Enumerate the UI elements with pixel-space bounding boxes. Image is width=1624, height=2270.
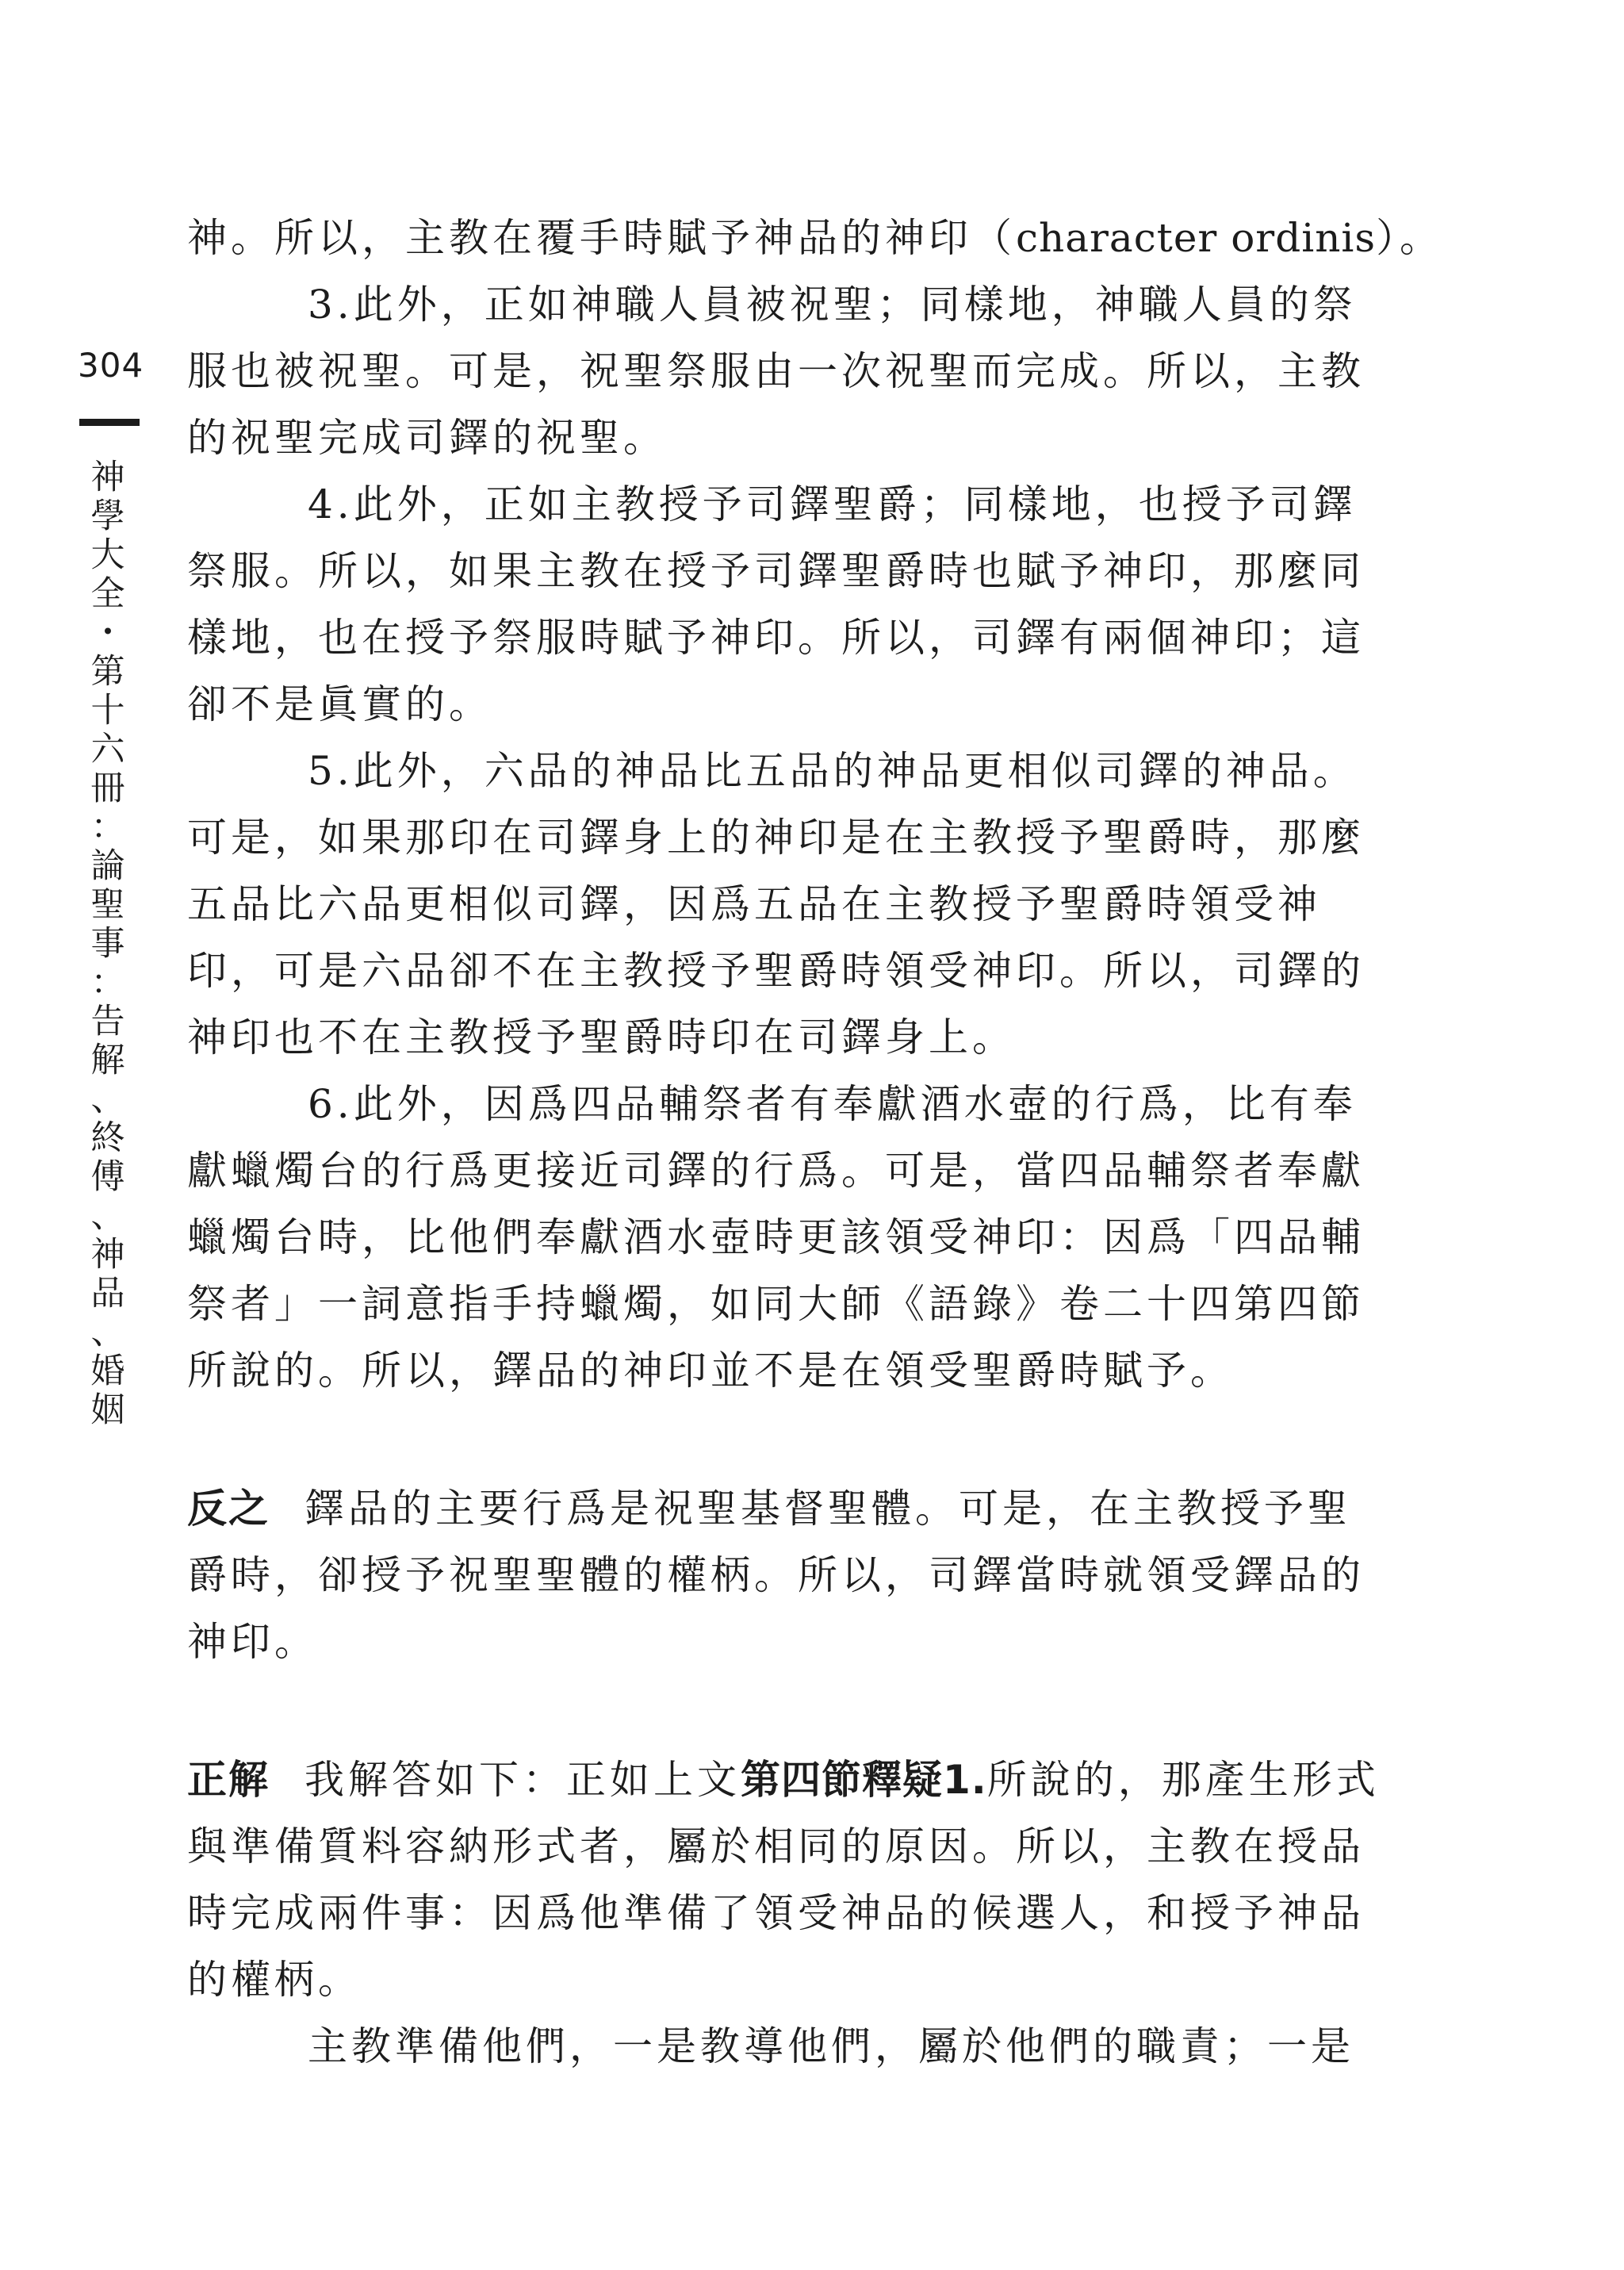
- text-line: 獻蠟燭台的行爲更接近司鐸的行爲。可是，當四品輔祭者奉獻: [187, 1148, 1365, 1194]
- text-line: 蠟燭台時，比他們奉獻酒水壺時更該領受神印：因爲「四品輔: [187, 1214, 1365, 1260]
- text-line: 卻不是眞實的。: [187, 681, 492, 727]
- text-line: 主教準備他們，一是教導他們，屬於他們的職責；一是: [308, 2023, 1354, 2069]
- contra-label: 反之: [187, 1486, 270, 1532]
- margin-rule: [79, 419, 140, 426]
- text-line: 祭服。所以，如果主教在授予司鐸聖爵時也賦予神印，那麼同: [187, 548, 1365, 594]
- text-line: 時完成兩件事：因爲他準備了領受神品的候選人，和授予神品: [187, 1890, 1365, 1936]
- text-line: 服也被祝聖。可是，祝聖祭服由一次祝聖而完成。所以，主教: [187, 348, 1365, 394]
- paragraph-gap: [187, 1675, 1321, 1747]
- page-number: 304: [78, 346, 144, 385]
- text-line: 正解 我解答如下：正如上文第四節釋疑1.所說的，那產生形式: [187, 1757, 1380, 1803]
- text-line: 6.此外，因爲四品輔祭者有奉獻酒水壺的行爲，比有奉: [308, 1081, 1357, 1127]
- text-line: 與準備質料容納形式者，屬於相同的原因。所以，主教在授品: [187, 1823, 1365, 1869]
- text-line: 樣地，也在授予祭服時賦予神印。所以，司鐸有兩個神印；這: [187, 615, 1365, 661]
- text-line: 所說的。所以，鐸品的神印並不是在領受聖爵時賦予。: [187, 1348, 1234, 1394]
- paragraph-gap: [187, 1404, 1321, 1475]
- text-line: 爵時，卻授予祝聖聖體的權柄。所以，司鐸當時就領受鐸品的: [187, 1552, 1365, 1598]
- text-line: 神印。: [187, 1619, 318, 1665]
- text-line: 印，可是六品卻不在主教授予聖爵時領受神印。所以，司鐸的: [187, 948, 1365, 994]
- text-line: 祭者」一詞意指手持蠟燭，如同大師《語錄》卷二十四第四節: [187, 1281, 1365, 1327]
- body-text: [187, 205, 1444, 2080]
- response-label: 正解: [187, 1757, 270, 1803]
- text-line: 4.此外，正如主教授予司鐸聖爵；同樣地，也授予司鐸: [308, 481, 1357, 527]
- text-line: 的祝聖完成司鐸的祝聖。: [187, 415, 667, 461]
- running-head: 神 學 大 全 ・ 第 十 六 冊 ： 論 聖 事 ： 告 解 、 終 傅 、 神 品 、 婚 姻: [90, 458, 125, 1430]
- text-line: 反之 鐸品的主要行爲是祝聖基督聖體。可是，在主教授予聖: [187, 1486, 1351, 1532]
- cross-reference: 第四節釋疑1.: [741, 1757, 987, 1803]
- text-line: 神。所以，主教在覆手時賦予神品的神印（character ordinis）。: [187, 215, 1444, 261]
- text-line: 神印也不在主教授予聖爵時印在司鐸身上。: [187, 1014, 1016, 1060]
- text-line: 5.此外，六品的神品比五品的神品更相似司鐸的神品。: [308, 748, 1357, 794]
- text-line: 的權柄。: [187, 1957, 362, 2003]
- text-line: 3.此外，正如神職人員被祝聖；同樣地，神職人員的祭: [308, 282, 1357, 328]
- text-line: 五品比六品更相似司鐸，因爲五品在主教授予聖爵時領受神: [187, 881, 1321, 927]
- text-line: 可是，如果那印在司鐸身上的神印是在主教授予聖爵時，那麼: [187, 815, 1365, 861]
